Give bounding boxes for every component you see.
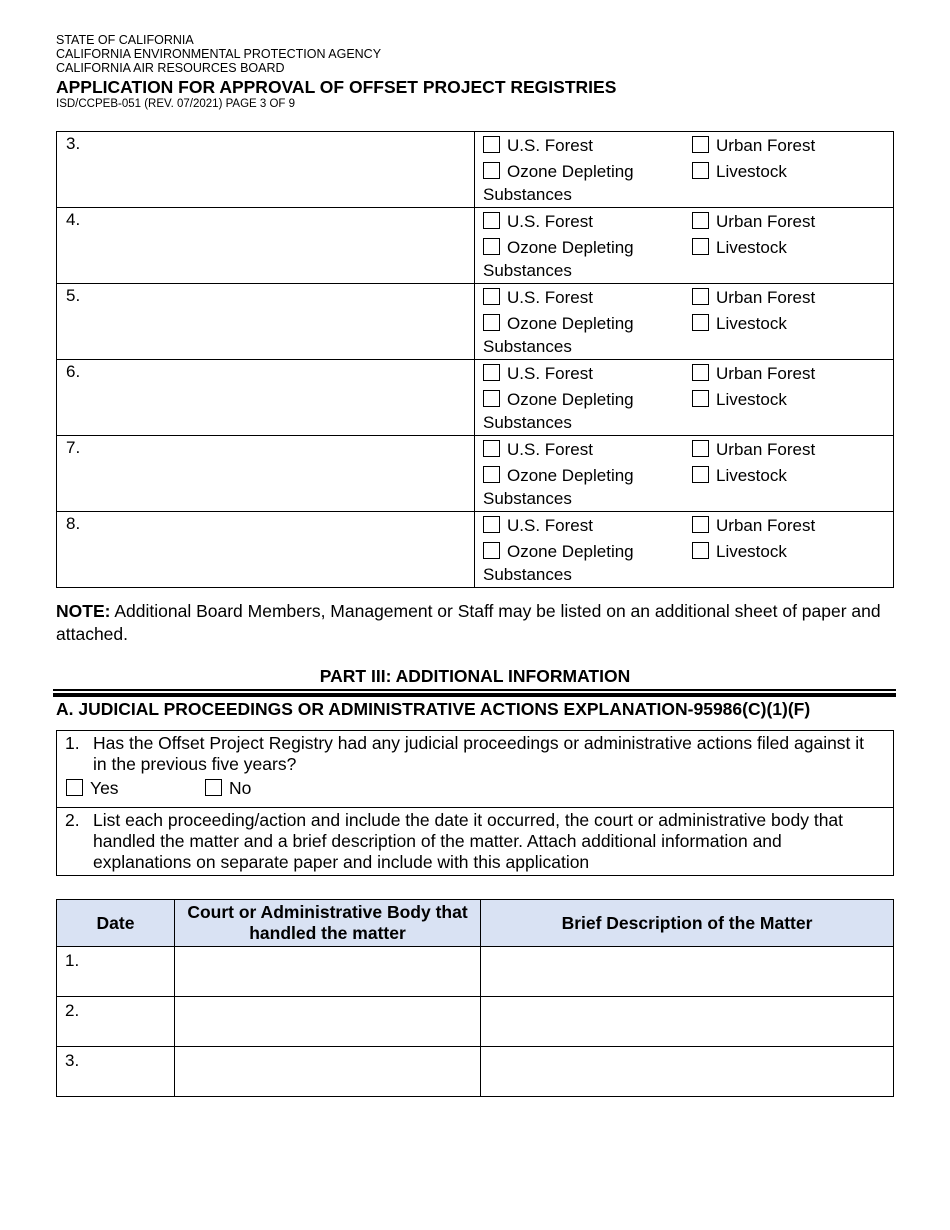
livestock-label: Livestock [716,466,787,485]
livestock-option[interactable] [692,162,787,182]
urban-forest-label: Urban Forest [716,364,816,383]
urban-forest-label: Urban Forest [716,136,816,155]
urban-forest-label: Urban Forest [716,516,816,535]
livestock-label: Livestock [716,390,787,409]
urban-forest-option[interactable] [692,516,815,536]
urban-forest-option[interactable] [692,212,815,232]
member-row [57,208,894,284]
proceedings-table [56,899,894,1097]
project-type-cell [475,132,894,208]
table-row [57,1047,894,1097]
members-table [56,131,894,588]
yes-label: Yes [90,778,119,798]
form-id: ISD/CCPEB-051 (REV. 07/2021) PAGE 3 OF 9 [56,98,296,110]
us-forest-checkbox[interactable] [483,516,500,533]
description-cell[interactable] [481,997,894,1047]
us-forest-option[interactable] [483,136,593,156]
member-name-cell[interactable] [57,132,475,208]
us-forest-label: U.S. Forest [507,288,593,307]
ozone-depleting-label-line2: Substances [483,565,572,584]
livestock-checkbox[interactable] [692,542,709,559]
member-name-cell[interactable] [57,360,475,436]
note [56,600,896,646]
livestock-option[interactable] [692,466,787,486]
us-forest-option[interactable] [483,516,593,536]
member-row-number: 3. [66,134,81,153]
ozone-depleting-option[interactable] [483,238,634,258]
us-forest-checkbox[interactable] [483,440,500,457]
date-cell[interactable] [57,997,175,1047]
ozone-depleting-option[interactable] [483,162,634,182]
livestock-option[interactable] [692,314,787,334]
section-a-heading: A. JUDICIAL PROCEEDINGS OR ADMINISTRATIVE ACTIONS EXPLANATION-95986(C)(1)(F) [56,699,811,719]
part-iii-title: PART III: ADDITIONAL INFORMATION [319,666,631,686]
table-row [57,997,894,1047]
member-row [57,132,894,208]
court-cell[interactable] [175,947,481,997]
ozone-depleting-checkbox[interactable] [483,466,500,483]
agency-line-calepa: CALIFORNIA ENVIRONMENTAL PROTECTION AGENCY [56,47,382,61]
livestock-checkbox[interactable] [692,466,709,483]
description-cell[interactable] [481,1047,894,1097]
ozone-depleting-checkbox[interactable] [483,542,500,559]
us-forest-checkbox[interactable] [483,136,500,153]
project-type-cell [475,436,894,512]
no-label: No [229,778,252,798]
us-forest-label: U.S. Forest [507,516,593,535]
member-name-cell[interactable] [57,436,475,512]
livestock-option[interactable] [692,238,787,258]
urban-forest-option[interactable] [692,288,815,308]
member-row [57,284,894,360]
ozone-depleting-checkbox[interactable] [483,390,500,407]
ozone-depleting-label: Ozone Depleting [507,466,634,485]
note-text: Additional Board Members, Management or Staff may be listed on an additional sheet of paper and attached. [56,601,881,644]
date-cell[interactable] [57,947,175,997]
livestock-option[interactable] [692,542,787,562]
no-checkbox[interactable] [205,779,222,796]
ozone-depleting-label: Ozone Depleting [507,314,634,333]
urban-forest-checkbox[interactable] [692,212,709,229]
note-label: NOTE: [56,601,111,621]
member-row-number: 4. [66,210,81,229]
row-number: 2. [65,1001,80,1020]
us-forest-label: U.S. Forest [507,212,593,231]
header-court: Court or Administrative Body that handled the matter [175,900,481,947]
us-forest-option[interactable] [483,364,593,384]
member-row-number: 6. [66,362,81,381]
us-forest-option[interactable] [483,440,593,460]
header-description: Brief Description of the Matter [481,900,894,947]
livestock-option[interactable] [692,390,787,410]
livestock-checkbox[interactable] [692,238,709,255]
ozone-depleting-label-line2: Substances [483,489,572,508]
us-forest-checkbox[interactable] [483,364,500,381]
divider-thick [53,693,896,697]
court-cell[interactable] [175,1047,481,1097]
livestock-checkbox[interactable] [692,390,709,407]
description-cell[interactable] [481,947,894,997]
ozone-depleting-option[interactable] [483,542,634,562]
ozone-depleting-checkbox[interactable] [483,238,500,255]
urban-forest-label: Urban Forest [716,440,816,459]
project-type-cell [475,512,894,588]
project-type-cell [475,208,894,284]
ozone-depleting-label-line2: Substances [483,185,572,204]
urban-forest-checkbox[interactable] [692,516,709,533]
member-row-number: 8. [66,514,81,533]
question-2-box [56,807,894,876]
member-name-cell[interactable] [57,284,475,360]
livestock-label: Livestock [716,162,787,181]
urban-forest-option[interactable] [692,440,815,460]
us-forest-checkbox[interactable] [483,212,500,229]
ozone-depleting-label: Ozone Depleting [507,238,634,257]
divider [53,689,896,691]
date-cell[interactable] [57,1047,175,1097]
ozone-depleting-checkbox[interactable] [483,162,500,179]
us-forest-option[interactable] [483,288,593,308]
project-type-cell [475,284,894,360]
agency-line-carb: CALIFORNIA AIR RESOURCES BOARD [56,61,285,75]
us-forest-option[interactable] [483,212,593,232]
us-forest-checkbox[interactable] [483,288,500,305]
question-1-number: 1. [65,733,80,753]
livestock-label: Livestock [716,238,787,257]
us-forest-label: U.S. Forest [507,136,593,155]
livestock-checkbox[interactable] [692,314,709,331]
member-row-number: 5. [66,286,81,305]
question-1-box [56,730,894,808]
us-forest-label: U.S. Forest [507,364,593,383]
ozone-depleting-option[interactable] [483,314,634,334]
urban-forest-checkbox[interactable] [692,288,709,305]
urban-forest-option[interactable] [692,364,815,384]
member-row [57,436,894,512]
member-row [57,512,894,588]
member-name-cell[interactable] [57,512,475,588]
ozone-depleting-label: Ozone Depleting [507,390,634,409]
yes-option[interactable] [66,778,119,799]
urban-forest-label: Urban Forest [716,212,816,231]
document-title: APPLICATION FOR APPROVAL OF OFFSET PROJECT REGISTRIES [56,77,617,97]
row-number: 3. [65,1051,80,1070]
ozone-depleting-label-line2: Substances [483,337,572,356]
row-number: 1. [65,951,80,970]
agency-line-state: STATE OF CALIFORNIA [56,33,194,47]
question-2-number: 2. [65,810,80,830]
urban-forest-checkbox[interactable] [692,136,709,153]
ozone-depleting-checkbox[interactable] [483,314,500,331]
ozone-depleting-label-line2: Substances [483,413,572,432]
table-row [57,947,894,997]
no-option[interactable] [205,778,251,799]
urban-forest-checkbox[interactable] [692,364,709,381]
project-type-cell [475,360,894,436]
urban-forest-label: Urban Forest [716,288,816,307]
livestock-label: Livestock [716,542,787,561]
member-name-cell[interactable] [57,208,475,284]
question-1-text: Has the Offset Project Registry had any judicial proceedings or administrative actions filed against it in the previous five years? [93,733,865,774]
urban-forest-option[interactable] [692,136,815,156]
ozone-depleting-label-line2: Substances [483,261,572,280]
yes-checkbox[interactable] [66,779,83,796]
us-forest-label: U.S. Forest [507,440,593,459]
livestock-label: Livestock [716,314,787,333]
header-date: Date [57,900,175,947]
member-row [57,360,894,436]
ozone-depleting-label: Ozone Depleting [507,542,634,561]
question-2-text: List each proceeding/action and include the date it occurred, the court or administrative body that handled the matter and a brief description of the matter. Attach additional information and explanations on separate paper and include with this application [93,810,844,872]
court-cell[interactable] [175,997,481,1047]
ozone-depleting-option[interactable] [483,466,634,486]
member-row-number: 7. [66,438,81,457]
urban-forest-checkbox[interactable] [692,440,709,457]
livestock-checkbox[interactable] [692,162,709,179]
ozone-depleting-label: Ozone Depleting [507,162,634,181]
ozone-depleting-option[interactable] [483,390,634,410]
